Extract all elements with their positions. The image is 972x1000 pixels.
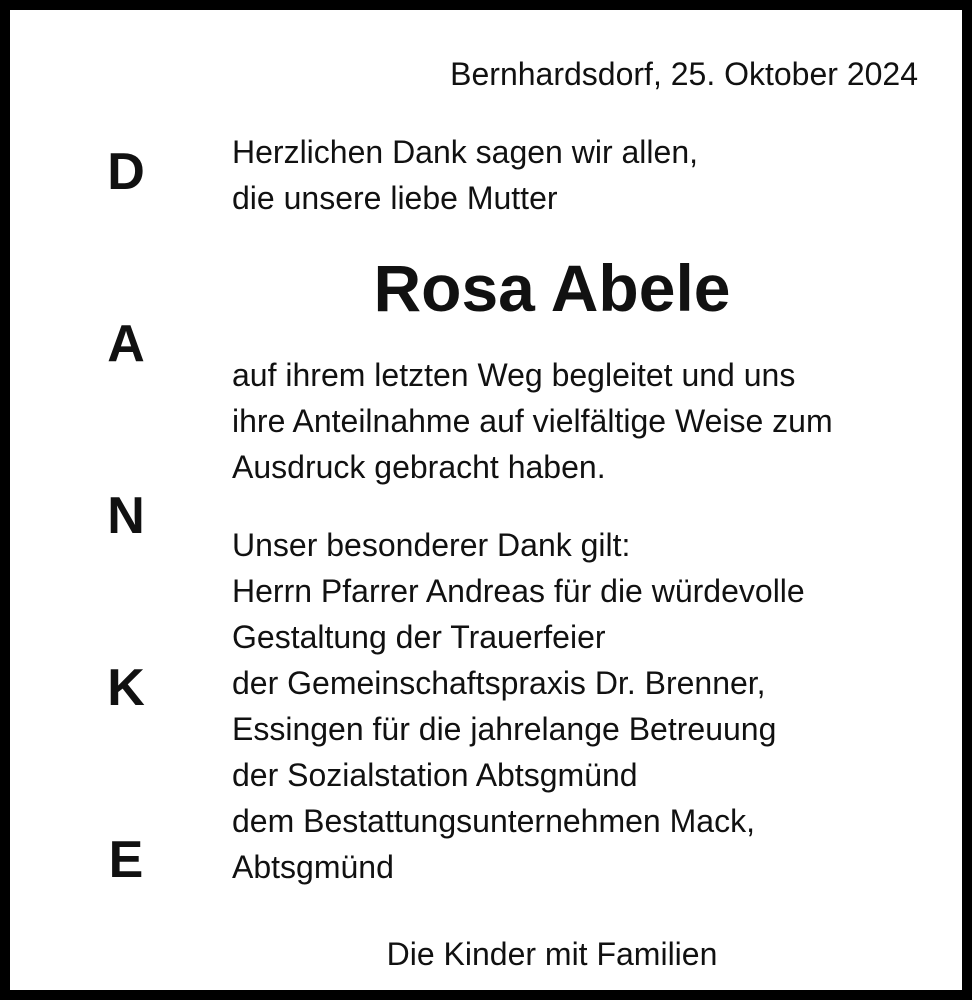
signature: Die Kinder mit Familien [386,936,718,972]
intro-line: die unsere liebe Mutter [232,180,558,216]
thanks-line: Unser besonderer Dank gilt: [232,527,631,563]
vertical-letter-n: N [107,487,145,545]
message-text [232,352,833,490]
thanks-line: der Gemeinschaftspraxis Dr. Brenner, [232,665,766,701]
vertical-letter-a: A [107,315,145,373]
message-line: ihre Anteilnahme auf vielfältige Weise zum [232,403,833,439]
thanks-line: dem Bestattungsunternehmen Mack, [232,803,755,839]
message-line: Ausdruck gebracht haben. [232,449,606,485]
vertical-letter-d: D [107,143,145,201]
special-thanks-text [232,522,805,890]
date-line: Bernhardsdorf, 25. Oktober 2024 [450,56,918,92]
intro-line: Herzlichen Dank sagen wir allen, [232,134,698,170]
vertical-letter-k: K [107,659,145,717]
thanks-line: Herrn Pfarrer Andreas für die würdevolle [232,573,805,609]
vertical-letter-e: E [108,831,144,889]
thanks-line: Gestaltung der Trauerfeier [232,619,606,655]
message-line: auf ihrem letzten Weg begleitet und uns [232,357,796,393]
thanks-line: der Sozialstation Abtsgmünd [232,757,638,793]
thanks-line: Abtsgmünd [232,849,394,885]
thanks-line: Essingen für die jahrelange Betreuung [232,711,777,747]
intro-text [232,129,698,221]
deceased-name: Rosa Abele [373,251,731,325]
